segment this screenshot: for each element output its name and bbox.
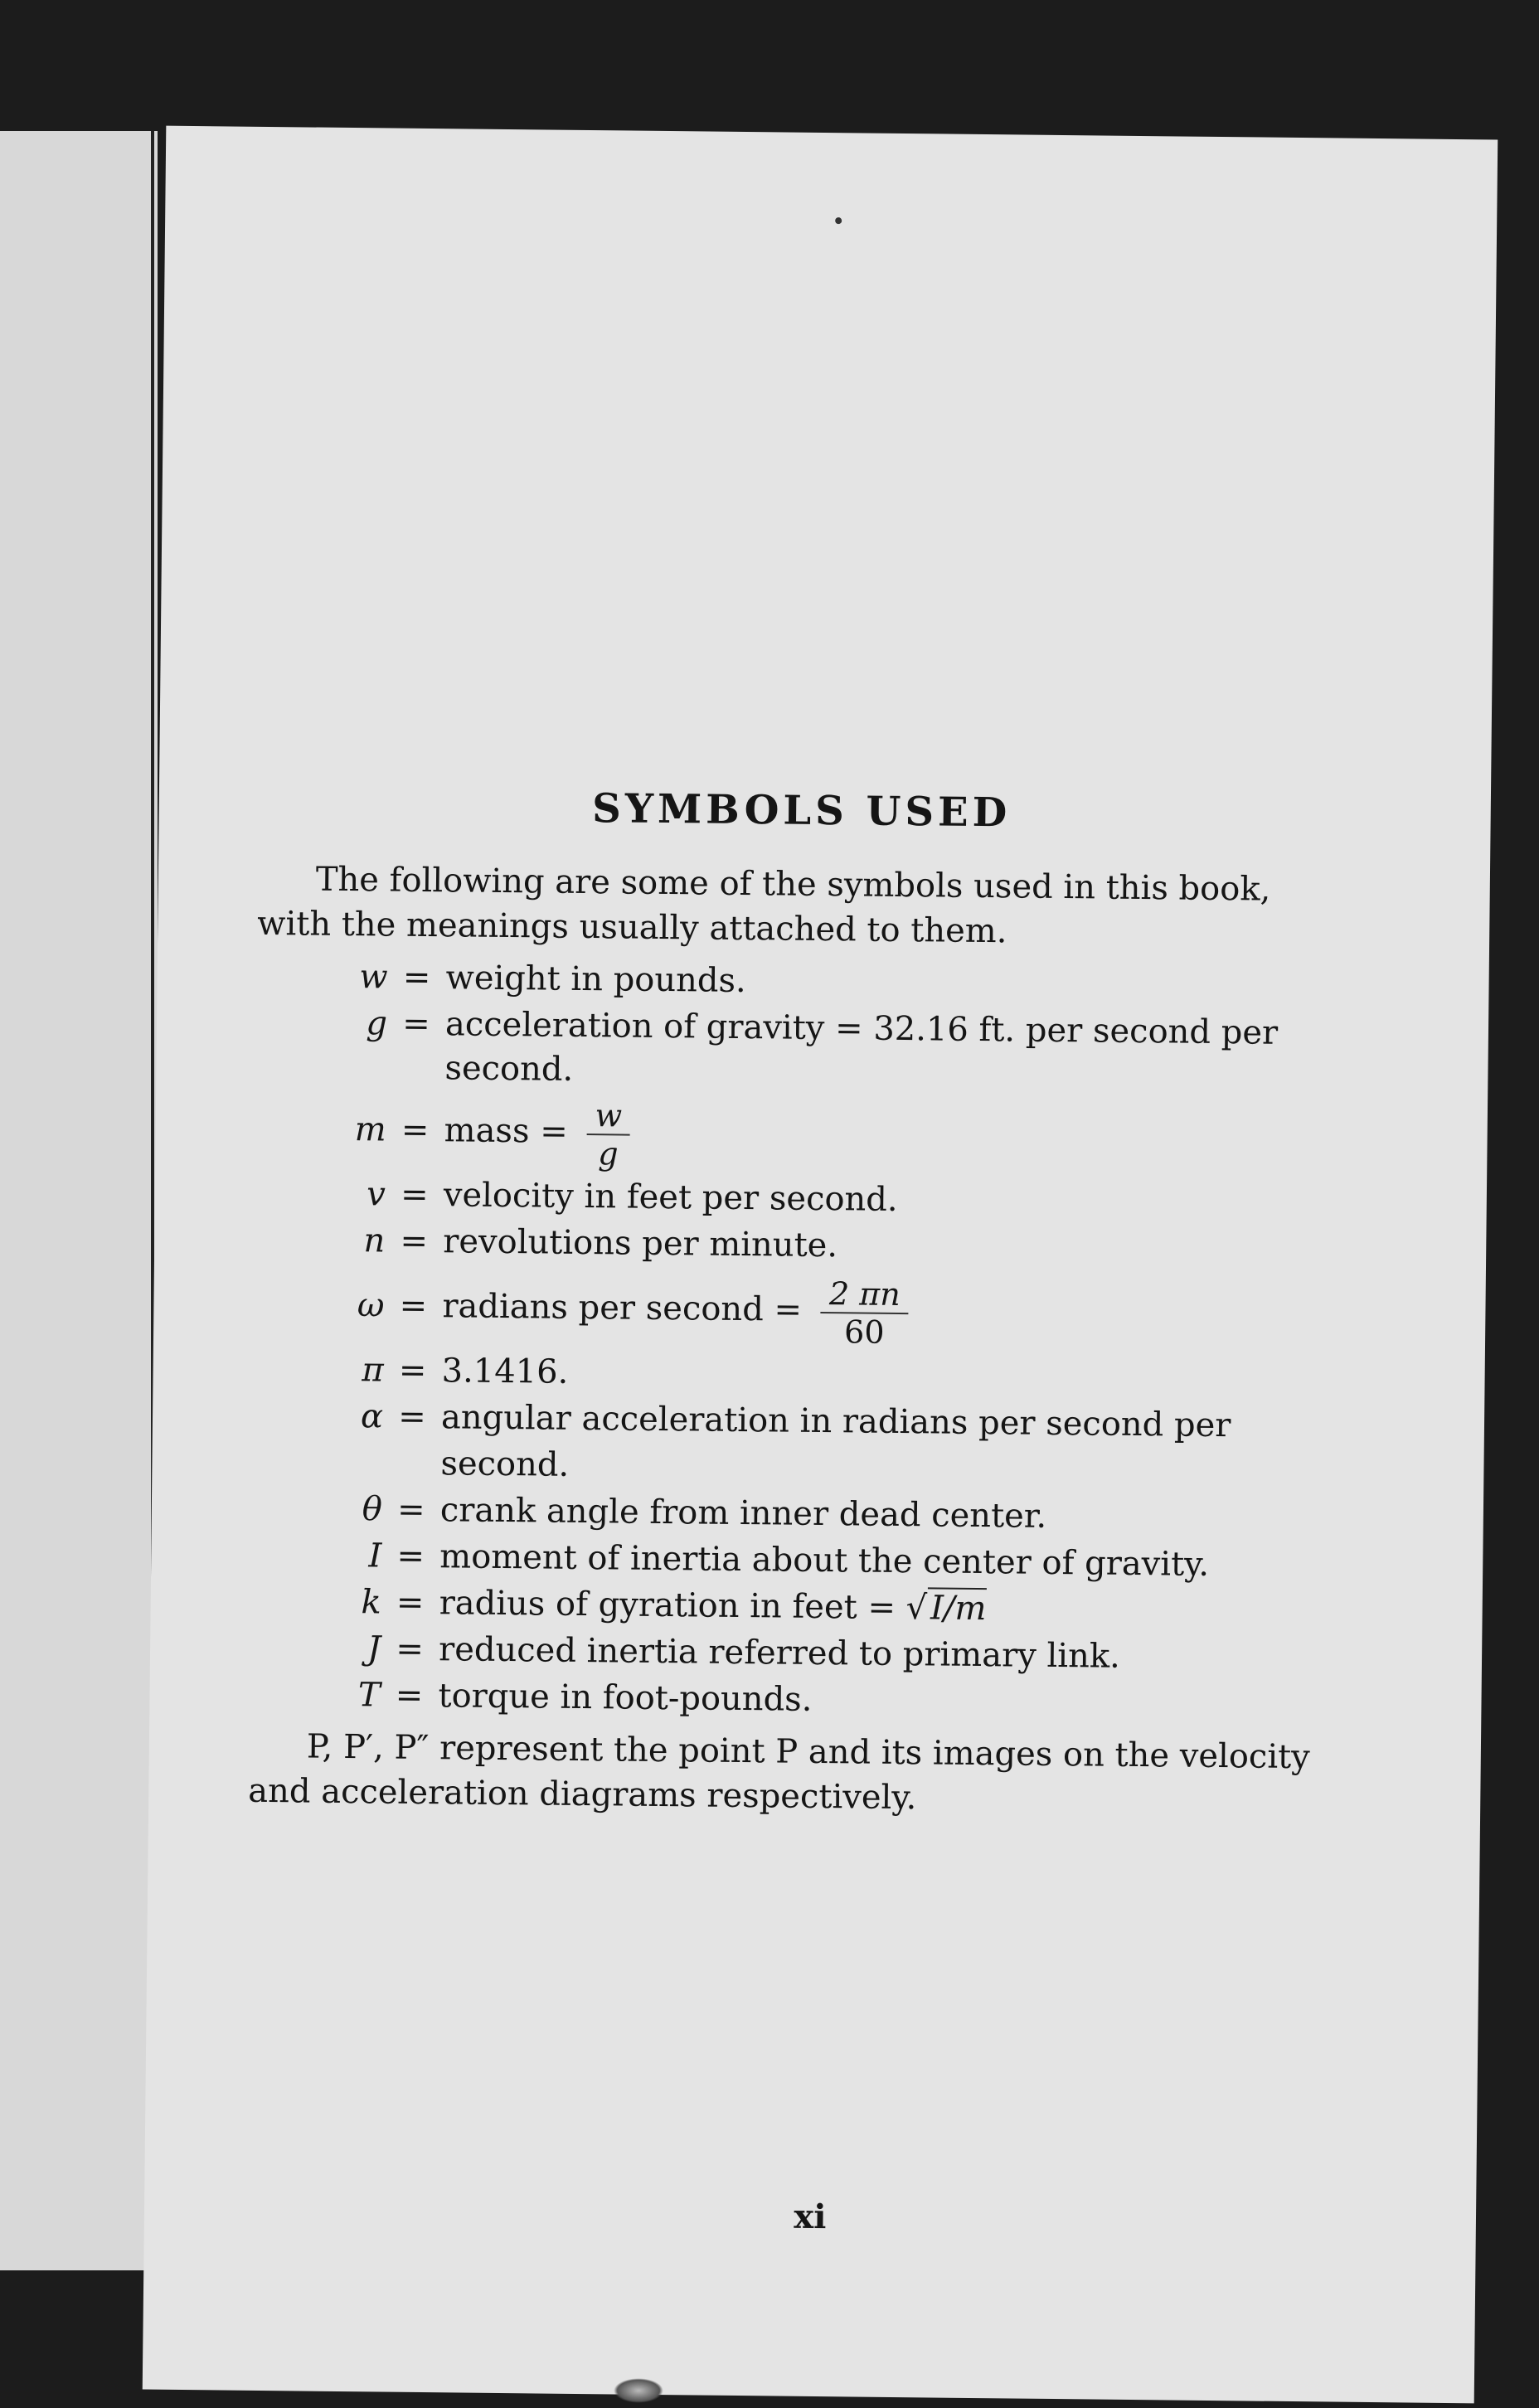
equals-sign: = — [395, 1676, 424, 1716]
definition-text: crank angle from inner dead center. — [439, 1491, 1047, 1536]
fraction-numerator: w — [586, 1097, 630, 1136]
symbol: J — [367, 1629, 381, 1668]
symbol: g — [366, 1004, 388, 1043]
definition-row — [255, 1087, 1342, 1182]
symbol-definitions — [249, 953, 1343, 1729]
page-title: SYMBOLS USED — [591, 785, 1012, 837]
equals-sign: = — [396, 1629, 425, 1669]
book-page — [143, 126, 1498, 2404]
definition-label: radians per second = — [442, 1287, 803, 1329]
definition-text: velocity in feet per second. — [443, 1176, 898, 1219]
closing-text: P, P′, P″ represent the point P and its images on the velocity and acceleration diagrams respectively. — [248, 1727, 1311, 1818]
definition-text: angular acceleration in radians per second per second. — [440, 1398, 1231, 1484]
definition-text: acceleration of gravity = 32.16 ft. per second per — [444, 1005, 1279, 1052]
equals-sign: = — [400, 1221, 429, 1261]
definition-continuation: second. — [444, 1049, 574, 1089]
definition-text: weight in pounds. — [445, 959, 747, 1001]
equals-sign: = — [396, 1537, 425, 1576]
symbol: π — [362, 1351, 384, 1390]
equals-sign: = — [396, 1490, 425, 1530]
scan-smudge — [614, 2378, 663, 2403]
fraction-denominator: g — [598, 1135, 619, 1172]
square-root — [905, 1587, 986, 1628]
fraction-denominator: 60 — [843, 1313, 885, 1351]
definition-row — [251, 1392, 1338, 1497]
definition-label: radius of gyration in feet = — [439, 1584, 896, 1627]
symbol: m — [354, 1110, 386, 1149]
equals-sign: = — [402, 958, 431, 998]
symbol: θ — [362, 1490, 383, 1529]
symbol: w — [359, 958, 388, 997]
ink-speck — [835, 217, 842, 224]
intro-text: The following are some of the symbols used in this book, with the meanings usually attached to them. — [257, 860, 1271, 951]
page-content — [248, 782, 1345, 1825]
equals-sign: = — [396, 1583, 425, 1623]
equals-sign: = — [399, 1286, 428, 1326]
fraction-numerator: 2 πn — [821, 1275, 909, 1314]
symbol: k — [361, 1583, 381, 1622]
equals-sign: = — [398, 1351, 427, 1391]
symbol: α — [360, 1397, 384, 1436]
radicand: I/m — [927, 1587, 987, 1628]
equals-sign: = — [400, 1175, 429, 1215]
symbol: T — [357, 1676, 381, 1715]
closing-paragraph — [248, 1724, 1335, 1825]
fraction — [820, 1275, 909, 1351]
symbol: n — [363, 1221, 386, 1260]
equals-sign: = — [401, 1110, 430, 1150]
definition-text: revolutions per minute. — [443, 1222, 838, 1265]
radical-sign: √ — [905, 1589, 928, 1628]
symbol: v — [367, 1175, 386, 1214]
definition-row — [253, 1263, 1340, 1357]
symbol: ω — [357, 1286, 385, 1325]
definition-text: 3.1416. — [441, 1352, 569, 1391]
page-number: xi — [794, 2197, 827, 2237]
fraction — [586, 1097, 630, 1172]
definition-text — [442, 1265, 1340, 1357]
definition-text: reduced inertia referred to primary link. — [438, 1630, 1121, 1676]
definition-text — [444, 1089, 1342, 1181]
equals-sign: = — [398, 1397, 427, 1437]
definition-text: moment of inertia about the center of gravity. — [439, 1537, 1210, 1584]
definition-text: torque in foot-pounds. — [438, 1677, 813, 1719]
left-page-edge — [0, 131, 158, 2270]
definition-label: mass = — [444, 1111, 568, 1151]
intro-paragraph — [257, 857, 1344, 958]
symbol: I — [368, 1537, 382, 1575]
equals-sign: = — [402, 1004, 431, 1044]
